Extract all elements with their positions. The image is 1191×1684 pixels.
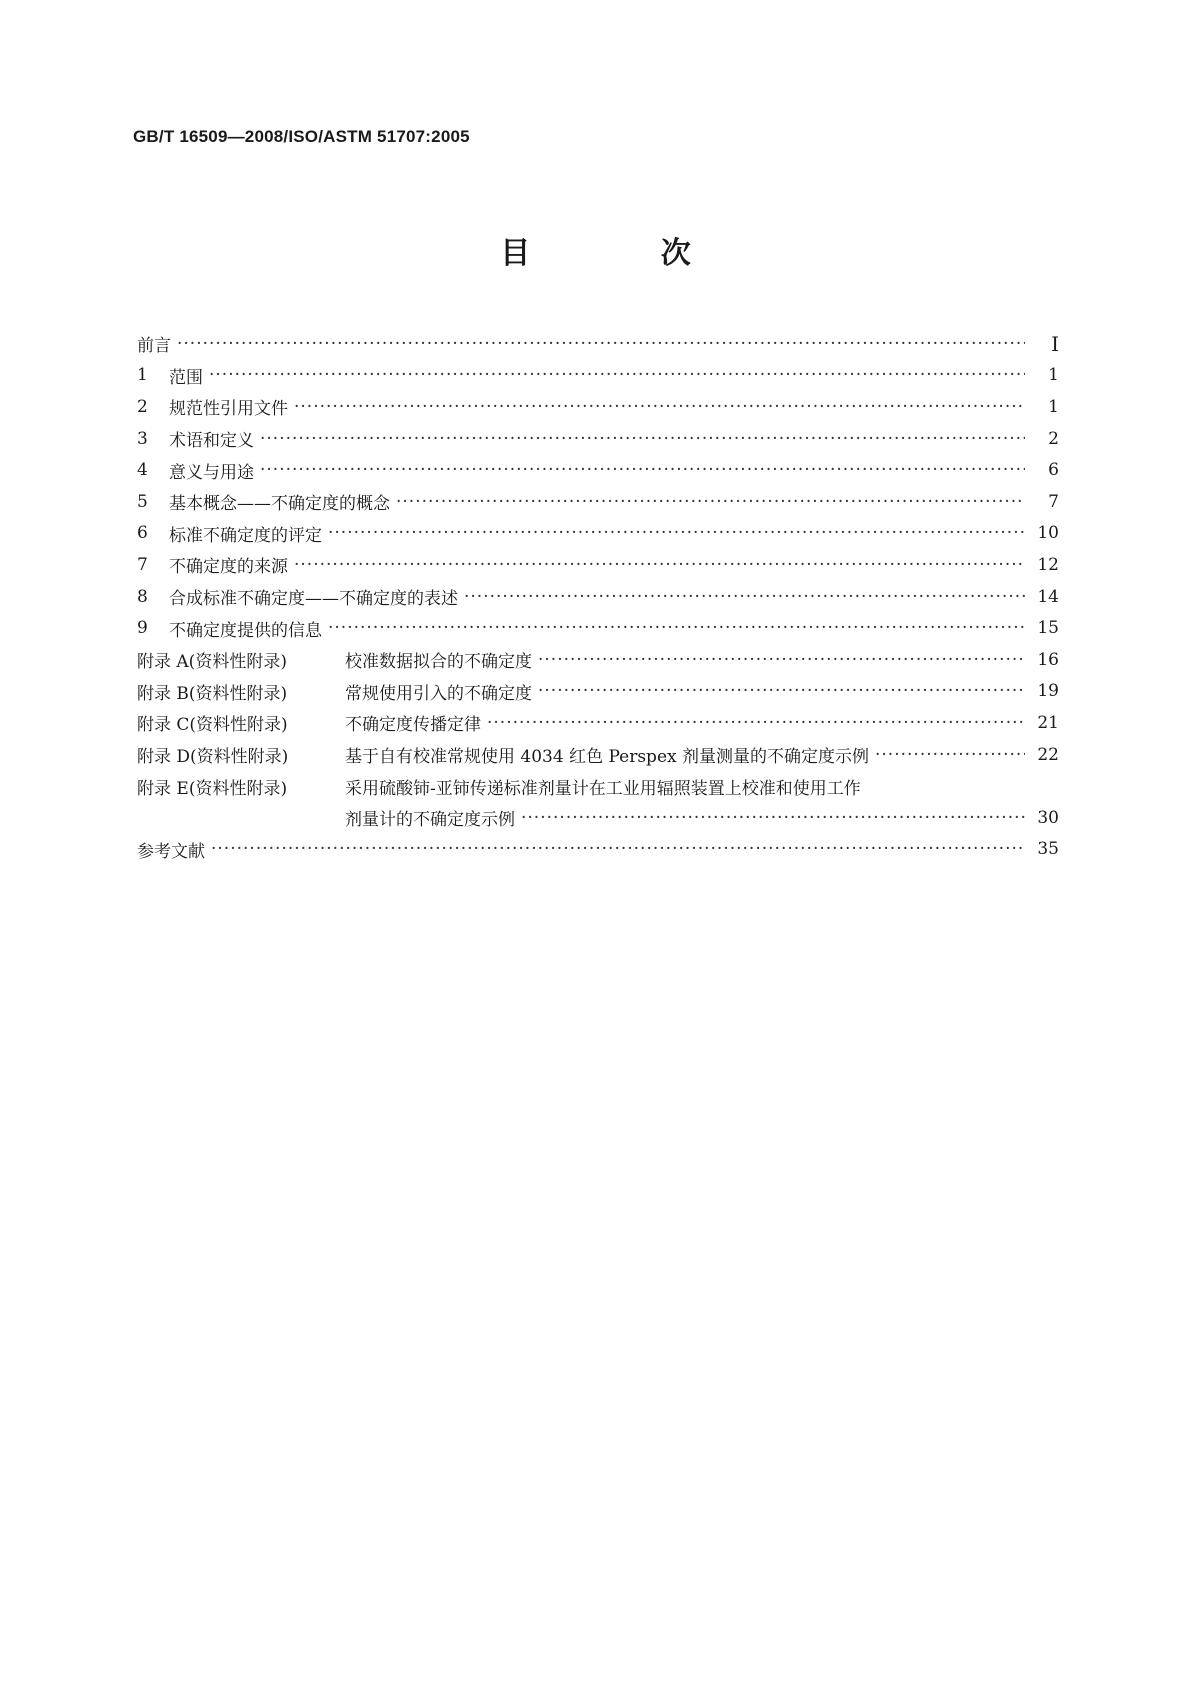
toc-label: 意义与用途 bbox=[169, 462, 254, 483]
toc-page-number: 14 bbox=[1037, 586, 1059, 607]
annex-prefix: 附录 E(资料性附录) bbox=[137, 778, 288, 799]
toc-entry-references[interactable] bbox=[137, 834, 1059, 866]
toc-label: 参考文献 bbox=[137, 841, 205, 862]
dot-leader bbox=[209, 365, 1025, 385]
toc-entry-4[interactable] bbox=[137, 454, 1059, 486]
toc-section-number: 1 bbox=[137, 365, 148, 386]
toc-entry-annex-e[interactable] bbox=[137, 770, 1059, 802]
toc-entry-5[interactable] bbox=[137, 486, 1059, 518]
toc-section-number: 9 bbox=[137, 618, 148, 639]
dot-leader bbox=[464, 587, 1025, 607]
toc-page-number: Ⅰ bbox=[1051, 331, 1059, 356]
toc-page-number: 1 bbox=[1048, 365, 1059, 386]
toc-entry-foreword[interactable] bbox=[137, 328, 1059, 360]
dot-leader bbox=[294, 555, 1025, 575]
dot-leader bbox=[875, 745, 1025, 765]
toc-page-number: 30 bbox=[1037, 807, 1059, 828]
toc-label: 采用硫酸铈-亚铈传递标准剂量计在工业用辐照装置上校准和使用工作 bbox=[345, 778, 861, 799]
toc-entry-6[interactable] bbox=[137, 518, 1059, 550]
dot-leader bbox=[328, 618, 1025, 638]
toc-page-number: 10 bbox=[1037, 523, 1059, 544]
toc-entry-annex-c[interactable] bbox=[137, 707, 1059, 739]
toc-entry-annex-d[interactable] bbox=[137, 739, 1059, 771]
toc-page-number: 21 bbox=[1037, 712, 1059, 733]
toc-page-number: 15 bbox=[1037, 618, 1059, 639]
toc-entry-annex-a[interactable] bbox=[137, 644, 1059, 676]
toc-entry-7[interactable] bbox=[137, 549, 1059, 581]
toc-section-number: 3 bbox=[137, 428, 148, 449]
toc-label: 不确定度提供的信息 bbox=[169, 620, 322, 641]
toc-label: 前言 bbox=[137, 336, 171, 357]
toc-label: 标准不确定度的评定 bbox=[169, 525, 322, 546]
toc-section-number: 5 bbox=[137, 491, 148, 512]
annex-prefix: 附录 A(资料性附录) bbox=[137, 652, 287, 673]
toc-page-number: 2 bbox=[1048, 428, 1059, 449]
dot-leader bbox=[538, 650, 1025, 670]
toc-page-number: 16 bbox=[1037, 649, 1059, 670]
toc-section-number: 7 bbox=[137, 554, 148, 575]
toc-entry-2[interactable] bbox=[137, 391, 1059, 423]
annex-prefix: 附录 C(资料性附录) bbox=[137, 715, 288, 736]
annex-prefix: 附录 D(资料性附录) bbox=[137, 747, 289, 768]
toc-label: 常规使用引入的不确定度 bbox=[345, 683, 532, 704]
toc-entry-annex-e-continued[interactable] bbox=[137, 802, 1059, 834]
toc-page-number: 19 bbox=[1037, 681, 1059, 702]
toc-page-number: 12 bbox=[1037, 554, 1059, 575]
toc-label: 范围 bbox=[169, 367, 203, 388]
toc-label: 校准数据拟合的不确定度 bbox=[345, 652, 532, 673]
toc-label: 合成标准不确定度——不确定度的表述 bbox=[169, 589, 458, 610]
table-of-contents bbox=[137, 328, 1059, 865]
dot-leader bbox=[260, 429, 1025, 449]
toc-page-number: 6 bbox=[1048, 460, 1059, 481]
toc-label: 基于自有校准常规使用 4034 红色 Perspex 剂量测量的不确定度示例 bbox=[345, 747, 869, 768]
dot-leader bbox=[538, 681, 1025, 701]
dot-leader bbox=[521, 808, 1025, 828]
dot-leader bbox=[328, 523, 1025, 543]
toc-page-number: 35 bbox=[1037, 839, 1059, 860]
toc-entry-3[interactable] bbox=[137, 423, 1059, 455]
toc-page-number: 7 bbox=[1048, 491, 1059, 512]
dot-leader bbox=[294, 397, 1025, 417]
toc-section-number: 8 bbox=[137, 586, 148, 607]
dot-leader bbox=[487, 713, 1025, 733]
toc-label: 规范性引用文件 bbox=[169, 399, 288, 420]
toc-title: 目 次 bbox=[500, 236, 751, 271]
toc-page-number: 1 bbox=[1048, 396, 1059, 417]
toc-entry-9[interactable] bbox=[137, 612, 1059, 644]
toc-label: 不确定度传播定律 bbox=[345, 715, 481, 736]
toc-label: 术语和定义 bbox=[169, 431, 254, 452]
annex-prefix: 附录 B(资料性附录) bbox=[137, 683, 288, 704]
toc-entry-annex-b[interactable] bbox=[137, 676, 1059, 708]
toc-label: 不确定度的来源 bbox=[169, 557, 288, 578]
toc-section-number: 2 bbox=[137, 396, 148, 417]
toc-entry-8[interactable] bbox=[137, 581, 1059, 613]
dot-leader bbox=[177, 334, 1025, 354]
dot-leader bbox=[396, 492, 1025, 512]
dot-leader bbox=[260, 460, 1025, 480]
toc-label-continuation: 剂量计的不确定度示例 bbox=[345, 810, 515, 831]
toc-page-number: 22 bbox=[1037, 744, 1059, 765]
standard-number: GB/T 16509—2008/ISO/ASTM 51707:2005 bbox=[133, 127, 470, 146]
toc-label: 基本概念——不确定度的概念 bbox=[169, 494, 390, 515]
toc-entry-1[interactable] bbox=[137, 360, 1059, 392]
toc-section-number: 4 bbox=[137, 460, 148, 481]
toc-section-number: 6 bbox=[137, 523, 148, 544]
dot-leader bbox=[211, 839, 1025, 859]
